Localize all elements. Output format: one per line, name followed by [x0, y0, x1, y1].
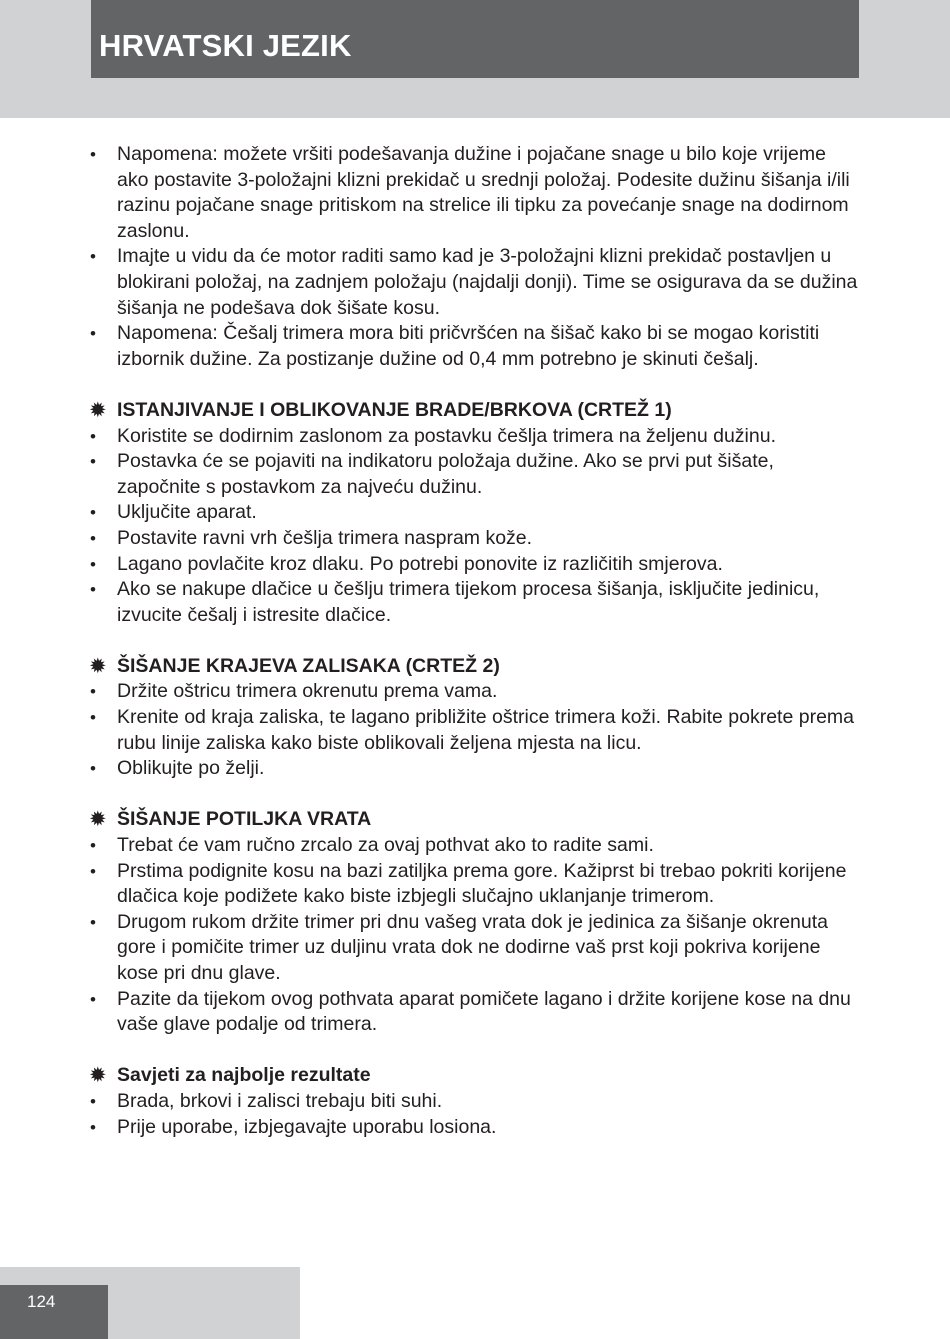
bullet-icon: •: [90, 247, 96, 267]
list-item-text: Napomena: možete vršiti podešavanja dužine i pojačane snage u bilo koje vrijeme ako postavite 3-položajni klizni prekidač u srednji položaj. Podesite dužinu šišanja i/ili razinu pojačane snage pritiskom na strelice ili tipku za povećanje snage na dodirnom zaslonu.: [117, 143, 850, 242]
bullet-icon: •: [90, 145, 96, 164]
sun-burst-icon: ✹: [89, 398, 107, 422]
page-number-box: [0, 1285, 108, 1339]
header-bar: [91, 0, 859, 78]
list-item-text: Oblikujte po želji.: [117, 757, 265, 780]
section-sideburns: [90, 654, 860, 782]
list-item: [90, 552, 860, 578]
list-item: [90, 321, 860, 372]
sun-burst-icon: ✹: [89, 1064, 107, 1088]
bullet-icon: •: [90, 426, 96, 446]
bullet-icon: •: [90, 912, 96, 932]
bullet-icon: •: [90, 580, 96, 600]
page-number: 124: [27, 1292, 56, 1311]
list-item-text: Držite oštricu trimera okrenutu prema vama.: [117, 680, 498, 703]
list-item-text: Trebat će vam ručno zrcalo za ovaj pothvat ako to radite sami.: [117, 834, 654, 857]
list-item-text: Ako se nakupe dlačice u češlju trimera tijekom procesa šišanja, isključite jedinicu, izvucite češalj i istresite dlačice.: [117, 578, 820, 626]
bullet-icon: •: [90, 682, 96, 702]
intro-bullet-list: [90, 142, 860, 372]
list-item: [90, 1089, 860, 1115]
bullet-list: [90, 833, 860, 1038]
list-item: [90, 1115, 860, 1141]
list-item-text: Koristite se dodirnim zaslonom za postavku češlja trimera na željenu dužinu.: [117, 424, 776, 447]
bullet-icon: •: [90, 989, 96, 1009]
section-heading: [90, 1063, 860, 1089]
section-heading: [90, 398, 860, 424]
section-neck: [90, 807, 860, 1037]
list-item-text: Brada, brkovi i zalisci trebaju biti suhi.: [117, 1089, 443, 1112]
list-item: [90, 859, 860, 910]
list-item-text: Imajte u vidu da će motor raditi samo kad je 3-položajni klizni prekidač postavljen u blokirani položaj, na zadnjem položaju (najdalji donji). Time se osigurava da se dužina šišanja ne podešava dok šišate kosu.: [117, 245, 858, 319]
list-item: [90, 705, 860, 756]
bullet-icon: •: [90, 1117, 96, 1137]
bullet-list: [90, 424, 860, 629]
section-heading-text: Savjeti za najbolje rezultate: [117, 1064, 371, 1087]
list-item: [90, 987, 860, 1038]
section-heading-text: ŠIŠANJE POTILJKA VRATA: [117, 808, 372, 831]
bullet-icon: •: [90, 503, 96, 523]
bullet-icon: •: [90, 452, 96, 472]
list-item-text: Uključite aparat.: [117, 501, 257, 524]
bullet-list: [90, 1089, 860, 1140]
list-item: [90, 424, 860, 450]
list-item: [90, 526, 860, 552]
bullet-icon: •: [90, 861, 96, 881]
list-item: [90, 833, 860, 859]
list-item: [90, 500, 860, 526]
list-item: [90, 244, 860, 321]
list-item: [90, 756, 860, 782]
list-item-text: Napomena: Češalj trimera mora biti pričvršćen na šišač kako bi se mogao koristiti izbornik dužine. Za postizanje dužine od 0,4 mm potrebno je skinuti češalj.: [117, 322, 820, 370]
bullet-icon: •: [90, 528, 96, 548]
list-item: [90, 577, 860, 628]
section-beard-trimming: [90, 398, 860, 628]
main-content: [90, 142, 860, 1140]
list-item: [90, 449, 860, 500]
bullet-icon: •: [90, 836, 96, 856]
bullet-icon: •: [90, 324, 96, 344]
list-item-text: Prije uporabe, izbjegavajte uporabu losiona.: [117, 1115, 497, 1138]
section-heading: [90, 654, 860, 680]
bullet-list: [90, 679, 860, 781]
bullet-icon: •: [90, 1091, 96, 1111]
list-item: [90, 142, 860, 244]
bullet-icon: •: [90, 759, 96, 779]
list-item-text: Postavka će se pojaviti na indikatoru položaja dužine. Ako se prvi put šišate, započnite s postavkom za najveću dužinu.: [117, 450, 774, 498]
list-item: [90, 910, 860, 987]
page-title: HRVATSKI JEZIK: [99, 28, 352, 63]
section-tips: [90, 1063, 860, 1140]
list-item-text: Lagano povlačite kroz dlaku. Po potrebi ponovite iz različitih smjerova.: [117, 552, 723, 575]
section-heading-text: ISTANJIVANJE I OBLIKOVANJE BRADE/BRKOVA (CRTEŽ 1): [117, 398, 672, 421]
list-item-text: Prstima podignite kosu na bazi zatiljka prema gore. Kažiprst bi trebao pokriti korijene dlačica koje podižete kako biste izbjegli slučajno uklanjanje trimerom.: [117, 859, 847, 908]
section-heading-text: ŠIŠANJE KRAJEVA ZALISAKA (CRTEŽ 2): [117, 654, 500, 677]
sun-burst-icon: ✹: [89, 808, 107, 832]
section-heading: [90, 807, 860, 833]
list-item-text: Postavite ravni vrh češlja trimera naspram kože.: [117, 526, 533, 549]
sun-burst-icon: ✹: [89, 654, 107, 678]
bullet-icon: •: [90, 708, 96, 728]
list-item-text: Drugom rukom držite trimer pri dnu vašeg vrata dok je jedinica za šišanje okrenuta gore i pomičite trimer uz duljinu vrata dok ne dodirne vaš prst koji pokriva korijene kose pri dnu glave.: [117, 910, 828, 984]
bullet-icon: •: [90, 554, 96, 574]
list-item: [90, 679, 860, 705]
list-item-text: Krenite od kraja zaliska, te lagano približite oštrice trimera koži. Rabite pokrete prema rubu linije zaliska kako biste oblikovali željena mjesta na licu.: [117, 706, 855, 754]
list-item-text: Pazite da tijekom ovog pothvata aparat pomičete lagano i držite korijene kose na dnu vaše glave podalje od trimera.: [117, 987, 851, 1036]
